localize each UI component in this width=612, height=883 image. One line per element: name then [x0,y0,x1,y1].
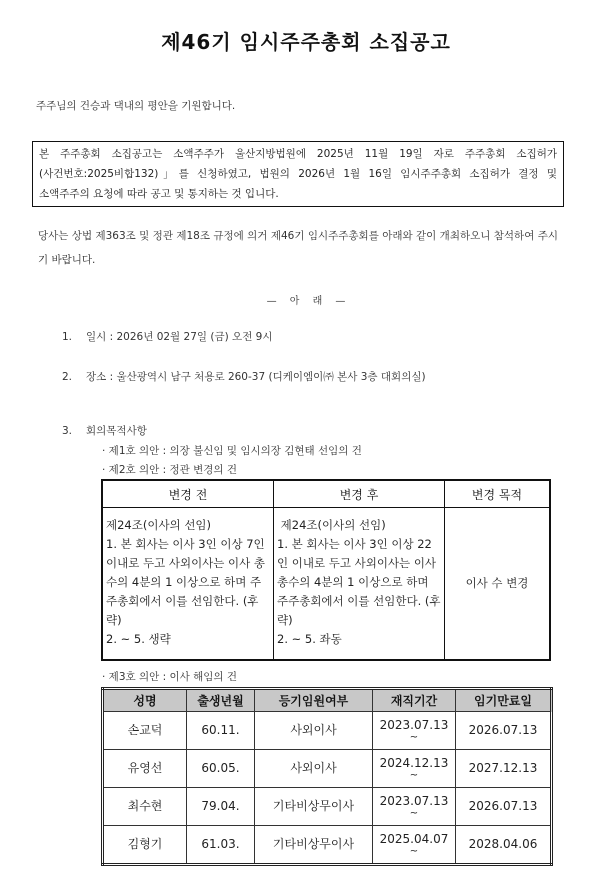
tenure-cell: 2024.12.13 ~ [373,750,456,788]
expiry-cell: 2027.12.13 [456,750,552,788]
notice-line: (사건번호:2025비합132)」를 신청하였고, 법원의 2026년 1월 16일 임시주주총회 소집허가 결정 및 [39,168,557,180]
tenure-cell: 2023.07.13 ~ [373,712,456,750]
tenure-cell: 2025.04.07 ~ [373,826,456,865]
table-row [103,826,552,865]
item-text: 일시 : 2026년 02월 27일 (금) 오전 9시 [86,331,273,343]
before-cell: 제24조(이사의 선임) 1. 본 회사는 이사 3인 이상 7인 이내로 두고 사외이사는 이사 총수의 4분의 1 이상으로 하며 주주총회에서 이를 선임한다. (후략) 2. ~ 5. 생략 [102,508,274,661]
item-number: 3. [62,425,73,437]
agenda-item-2: · 제2호 의안 : 정관 변경의 건 [102,464,238,476]
notice-box [32,141,564,207]
expiry-cell: 2026.07.13 [456,788,552,826]
tenure-cell: 2023.07.13 ~ [373,788,456,826]
item-agenda [62,423,147,438]
column-header: 변경 전 [102,480,274,508]
item-location [62,369,426,384]
birth-cell: 60.05. [187,750,255,788]
amendment-table [101,479,551,661]
type-cell: 사외이사 [255,712,373,750]
greeting-text: 주주님의 건승과 댁내의 평안을 기원합니다. [36,100,236,112]
table-row [103,712,552,750]
name-cell: 최수현 [103,788,187,826]
intro-paragraph: 당사는 상법 제363조 및 정관 제18조 규정에 의거 제46기 임시주주총회를 아래와 같이 개최하오니 참석하여 주시기 바랍니다. [38,230,558,266]
item-datetime [62,329,273,344]
table-row [102,508,550,661]
table-row [103,750,552,788]
directors-table [101,687,553,866]
type-cell: 사외이사 [255,750,373,788]
column-header: 재직기간 [373,689,456,712]
table-header-row [103,689,552,712]
name-cell: 김형기 [103,826,187,865]
birth-cell: 61.03. [187,826,255,865]
notice-line: 본 주주총회 소집공고는 소액주주가 울산지방법원에 2025년 11월 19일 자로 주주총회 소집허가 [39,148,557,160]
notice-line: 소액주주의 요청에 따라 공고 및 통지하는 것 입니다. [39,188,279,200]
column-header: 임기만료일 [456,689,552,712]
agenda-item-1: · 제1호 의안 : 의장 불신임 및 임시의장 김현태 선임의 건 [102,445,362,457]
item-text: 장소 : 울산광역시 남구 처용로 260-37 (디케이엠이㈜ 본사 3층 대회의실) [86,371,426,383]
name-cell: 손교덕 [103,712,187,750]
expiry-cell: 2026.07.13 [456,712,552,750]
agenda-item-3: · 제3호 의안 : 이사 해임의 건 [102,671,238,683]
column-header: 등기임원여부 [255,689,373,712]
table-row [103,788,552,826]
purpose-cell: 이사 수 변경 [445,508,551,661]
type-cell: 기타비상무이사 [255,788,373,826]
table-header-row [102,480,550,508]
column-header: 변경 목적 [445,480,551,508]
after-cell: 제24조(이사의 선임) 1. 본 회사는 이사 3인 이상 22인 이내로 두고 사외이사는 이사 총수의 4분의 1 이상으로 하며 주주총회에서 이를 선임한다. (후략) 2. ~ 5. 좌동 [274,508,445,661]
page-title: 제46기 임시주주총회 소집공고 [161,30,451,54]
item-text: 회의목적사항 [86,425,147,437]
item-number: 1. [62,331,73,343]
name-cell: 유영선 [103,750,187,788]
column-header: 출생년월 [187,689,255,712]
birth-cell: 79.04. [187,788,255,826]
type-cell: 기타비상무이사 [255,826,373,865]
expiry-cell: 2028.04.06 [456,826,552,865]
column-header: 변경 후 [274,480,445,508]
agenda-marker: — 아 래 — [266,296,346,307]
item-number: 2. [62,371,73,383]
column-header: 성명 [103,689,187,712]
birth-cell: 60.11. [187,712,255,750]
